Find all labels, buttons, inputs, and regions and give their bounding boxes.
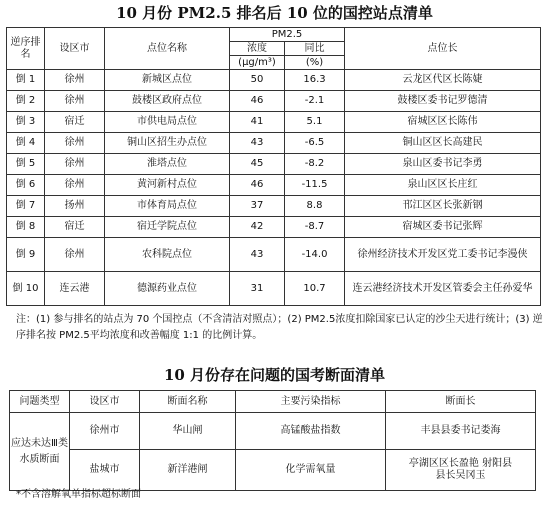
concentration-cell: 41	[230, 112, 285, 133]
rank-cell: 倒 5	[7, 154, 45, 175]
site-cell: 农科院点位	[105, 238, 230, 272]
city-cell: 徐州	[45, 175, 105, 196]
pollutant-cell: 化学需氧量	[236, 450, 386, 491]
chief-cell: 泉山区委书记李勇	[345, 154, 541, 175]
site-cell: 宿迁学院点位	[105, 217, 230, 238]
table-row	[10, 413, 536, 450]
city-cell: 盐城市	[70, 450, 140, 491]
pollutant-cell: 高锰酸盐指数	[236, 413, 386, 450]
problem-type-cell: 应达未达Ⅲ类水质断面	[10, 413, 70, 491]
rank-cell: 倒 3	[7, 112, 45, 133]
concentration-cell: 46	[230, 91, 285, 112]
header-rank: 逆序排名	[7, 28, 45, 70]
concentration-cell: 37	[230, 196, 285, 217]
city-cell: 宿迁	[45, 112, 105, 133]
water-section-table	[9, 390, 536, 491]
yoy-cell: 10.7	[285, 272, 345, 306]
concentration-cell: 31	[230, 272, 285, 306]
table2-title: 10 月份存在问题的国考断面清单	[163, 366, 386, 384]
site-cell: 铜山区招生办点位	[105, 133, 230, 154]
yoy-cell: 5.1	[285, 112, 345, 133]
chief-cell: 宿城区委书记张辉	[345, 217, 541, 238]
rank-cell: 倒 4	[7, 133, 45, 154]
yoy-cell: -6.5	[285, 133, 345, 154]
city-cell: 徐州	[45, 91, 105, 112]
chief-cell: 泉山区区长庄红	[345, 175, 541, 196]
yoy-cell: 16.3	[285, 70, 345, 91]
table2-footnote: *不含溶解氧单指标超标断面	[16, 489, 141, 500]
city-cell: 徐州	[45, 70, 105, 91]
chief-cell: 云龙区代区长陈婕	[345, 70, 541, 91]
table1-note: 注：(1) 参与排名的站点为 70 个国控点（不含清洁对照点）；(2) PM2.5浓度扣除国家已认定的沙尘天进行统计；(3) 逆序排名按 PM2.5平均浓度和改善幅度 1:1 的比例计算。	[16, 314, 543, 341]
header-problem-type: 问题类型	[10, 391, 70, 413]
rank-cell: 倒 2	[7, 91, 45, 112]
rank-cell: 倒 8	[7, 217, 45, 238]
header-site-name: 点位名称	[105, 28, 230, 70]
yoy-cell: -8.7	[285, 217, 345, 238]
concentration-cell: 46	[230, 175, 285, 196]
site-cell: 淮塔点位	[105, 154, 230, 175]
table-row	[7, 196, 541, 217]
table-row	[7, 238, 541, 272]
chief-cell: 丰县县委书记娄海	[386, 413, 536, 450]
city-cell: 连云港	[45, 272, 105, 306]
table-row	[7, 91, 541, 112]
city-cell: 徐州	[45, 238, 105, 272]
city-cell: 宿迁	[45, 217, 105, 238]
city-cell: 徐州市	[70, 413, 140, 450]
table1-title: 10 月份 PM2.5 排名后 10 位的国控站点清单	[116, 4, 433, 22]
header-site-chief: 点位长	[345, 28, 541, 70]
table-row	[10, 450, 536, 491]
chief-cell: 连云港经济技术开发区管委会主任孙爱华	[345, 272, 541, 306]
concentration-cell: 43	[230, 238, 285, 272]
rank-cell: 倒 7	[7, 196, 45, 217]
yoy-cell: 8.8	[285, 196, 345, 217]
chief-cell: 宿城区区长陈伟	[345, 112, 541, 133]
city-cell: 徐州	[45, 133, 105, 154]
yoy-cell: -14.0	[285, 238, 345, 272]
header-main-pollutant: 主要污染指标	[236, 391, 386, 413]
site-cell: 新城区点位	[105, 70, 230, 91]
rank-cell: 倒 1	[7, 70, 45, 91]
header-city: 设区市	[70, 391, 140, 413]
table-row	[7, 133, 541, 154]
section-cell: 新洋港闸	[140, 450, 236, 491]
chief-cell: 邗江区区长张新钢	[345, 196, 541, 217]
table-row	[7, 112, 541, 133]
site-cell: 鼓楼区政府点位	[105, 91, 230, 112]
site-cell: 市体育局点位	[105, 196, 230, 217]
site-cell: 黄河新村点位	[105, 175, 230, 196]
table-row	[7, 70, 541, 91]
yoy-cell: -2.1	[285, 91, 345, 112]
chief-cell: 徐州经济技术开发区党工委书记李漫侠	[345, 238, 541, 272]
header-yoy: 同比	[285, 42, 345, 56]
rank-cell: 倒 6	[7, 175, 45, 196]
header-section-chief: 断面长	[386, 391, 536, 413]
header-pm25: PM2.5	[230, 28, 345, 42]
table-row	[7, 175, 541, 196]
site-cell: 市供电局点位	[105, 112, 230, 133]
chief-cell: 鼓楼区委书记罗德清	[345, 91, 541, 112]
header-yoy-unit: (%)	[285, 56, 345, 70]
rank-cell: 倒 10	[7, 272, 45, 306]
header-concentration: 浓度	[230, 42, 285, 56]
section-cell: 华山闸	[140, 413, 236, 450]
yoy-cell: -8.2	[285, 154, 345, 175]
concentration-cell: 42	[230, 217, 285, 238]
concentration-cell: 45	[230, 154, 285, 175]
site-cell: 德源药业点位	[105, 272, 230, 306]
city-cell: 扬州	[45, 196, 105, 217]
yoy-cell: -11.5	[285, 175, 345, 196]
table-row	[7, 272, 541, 306]
table-row	[7, 217, 541, 238]
concentration-cell: 50	[230, 70, 285, 91]
header-concentration-unit: (μg/m³)	[230, 56, 285, 70]
rank-cell: 倒 9	[7, 238, 45, 272]
header-city: 设区市	[45, 28, 105, 70]
chief-cell: 亭湖区区长盈艳 射阳县县长吴冈玉	[386, 450, 536, 491]
city-cell: 徐州	[45, 154, 105, 175]
pm25-ranking-table	[6, 27, 541, 306]
table-row	[7, 154, 541, 175]
header-section-name: 断面名称	[140, 391, 236, 413]
concentration-cell: 43	[230, 133, 285, 154]
chief-cell: 铜山区区长高建民	[345, 133, 541, 154]
